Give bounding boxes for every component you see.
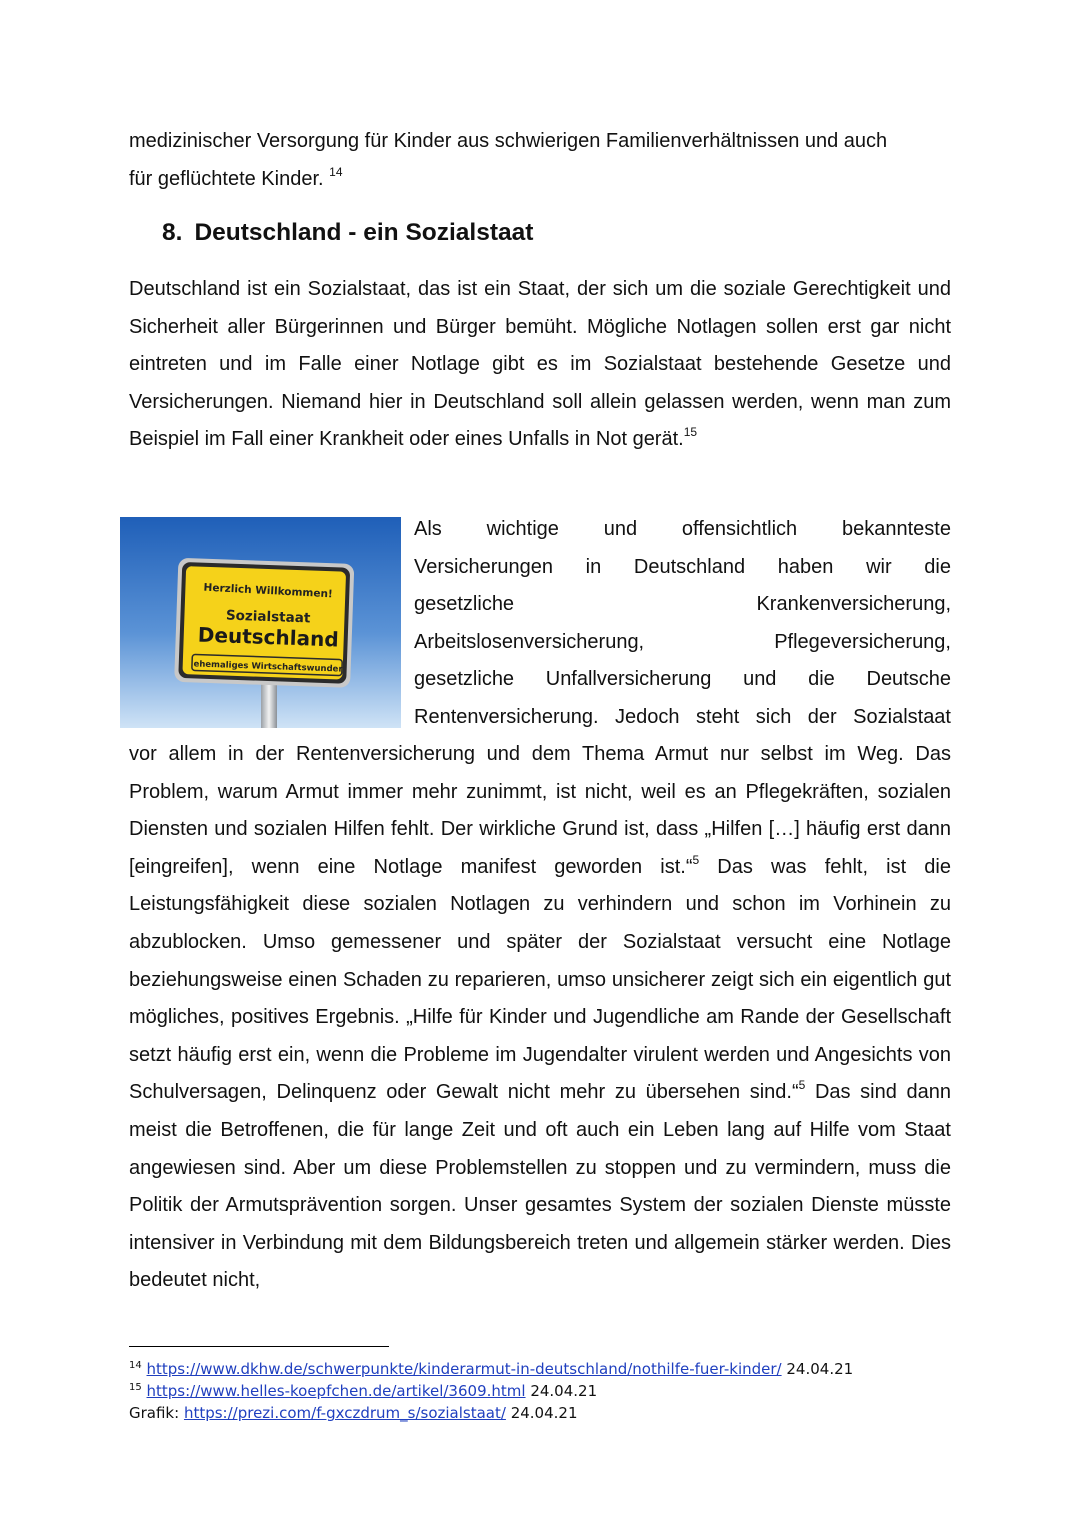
citation-ref-5b[interactable]: 5 — [798, 1078, 806, 1093]
footnote-15-date: 24.04.21 — [530, 1382, 598, 1400]
footnote-grafik — [129, 1402, 929, 1424]
footnote-15 — [129, 1380, 929, 1402]
side-paragraph — [414, 511, 951, 737]
paragraph-2 — [129, 736, 951, 1300]
side-line-5: gesetzliche Unfallversicherung und die Deutsche — [414, 668, 951, 691]
paragraph-2-part-3: Das sind dann meist die Betroffenen, die für lange Zeit und oft auch ein Leben lang auf Hilfe vom Staat angewiesen sind. Aber um diese Problemstellen zu stoppen und zu vermindern, muss die Politik der Armutsprävention sorgen. Unser gesamtes System der sozialen Dienste müsste intensiver in Verbindung mit dem Bildungsbereich treten und allgemein stärker werden. Dies bedeutet nicht, — [129, 1081, 951, 1292]
footnote-15-number: 15 — [129, 1382, 142, 1393]
paragraph-1-text: Deutschland ist ein Sozialstaat, das ist ein Staat, der sich um die soziale Gerechtigkeit und Sicherheit aller Bürgerinnen und Bürger bemüht. Mögliche Notlagen sollen erst gar nicht eintreten und im Falle einer Notlage gibt es im Sozialstaat bestehende Gesetze und Versicherungen. Niemand hier in Deutschland soll allein gelassen werden, wenn man zum Beispiel im Fall einer Krankheit oder eines Unfalls in Not gerät. — [129, 278, 951, 451]
intro-line-1: medizinischer Versorgung für Kinder aus schwierigen Familienverhältnissen und auch — [129, 130, 888, 152]
sign-bottom-text: ehemaliges Wirtschaftswunder — [193, 659, 343, 675]
footnote-grafik-link[interactable]: https://prezi.com/f-gxczdrum_s/sozialstaat/ — [183, 1404, 506, 1422]
sozialstaat-sign-image — [120, 517, 401, 728]
footnote-14-link[interactable]: https://www.dkhw.de/schwerpunkte/kinderarmut-in-deutschland/nothilfe-fuer-kinder/ — [146, 1360, 782, 1378]
section-heading — [162, 215, 533, 251]
side-line-4: Arbeitslosenversicherung, Pflegeversicherung, — [414, 630, 951, 653]
paragraph-2-part-2: Das was fehlt, ist die Leistungsfähigkeit diese sozialen Notlagen zu verhindern und schon im Vorhinein zu abzublocken. Umso gemessener und später der Sozialstaat versucht eine Notlage beziehungsweise einen Schaden zu reparieren, umso unsicherer zeigt sich ein eigentlich gut mögliches, positives Ergebnis. „Hilfe für Kinder und Jugendliche am Rande der Gesellschaft setzt häufig erst ein, wenn die Probleme im Jugendalter virulent werden und Angesichts von Schulversagen, Delinquenz oder Gewalt nicht mehr zu übersehen sind.“ — [129, 855, 951, 1104]
footnote-ref-14[interactable]: 14 — [329, 164, 343, 179]
side-line-1: Als wichtige und offensichtlich bekannteste — [414, 518, 951, 540]
footnote-15-link[interactable]: https://www.helles-koepfchen.de/artikel/3609.html — [146, 1382, 526, 1400]
sign-middle-text: Sozialstaat — [225, 607, 311, 627]
side-line-6: Rentenversicherung. Jedoch steht sich der Sozialstaat — [414, 705, 951, 728]
sign-main-text: Deutschland — [197, 622, 340, 652]
section-title: Deutschland - ein Sozialstaat — [194, 219, 534, 246]
section-number: 8. — [162, 219, 183, 246]
intro-paragraph — [129, 123, 951, 198]
paragraph-1 — [129, 271, 951, 459]
sign-illustration — [120, 517, 401, 728]
footnote-divider — [129, 1346, 389, 1347]
footnote-14-number: 14 — [129, 1360, 142, 1371]
sign-top-text: Herzlich Willkommen! — [203, 581, 334, 601]
side-line-3: gesetzliche Krankenversicherung, — [414, 593, 951, 616]
side-line-2: Versicherungen in Deutschland haben wir die — [414, 555, 951, 578]
footnote-grafik-date: 24.04.21 — [510, 1404, 578, 1422]
paragraph-2-part-1: vor allem in der Rentenversicherung und dem Thema Armut nur selbst im Weg. Das Problem, warum Armut immer mehr zunimmt, ist nicht, weil es an Pflegekräften, sozialen Diensten und sozialen Hilfen fehlt. Der wirkliche Grund ist, dass „Hilfen […] häufig erst dann [eingreifen], wenn eine Notlage manifest geworden ist.“ — [129, 743, 951, 878]
footnote-ref-15[interactable]: 15 — [683, 425, 698, 440]
footnote-14-date: 24.04.21 — [786, 1360, 854, 1378]
citation-ref-5a[interactable]: 5 — [692, 852, 700, 867]
intro-line-2: für geflüchtete Kinder. — [129, 167, 324, 190]
footnote-14 — [129, 1358, 929, 1380]
footnote-grafik-label: Grafik: — [129, 1404, 180, 1422]
